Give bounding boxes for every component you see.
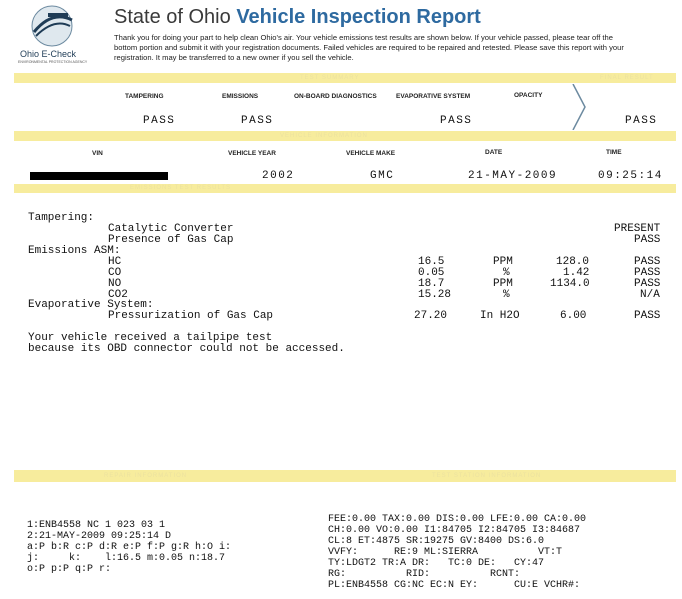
logo-brand: Ohio E-Check: [20, 49, 77, 59]
logo-swoosh-icon: [18, 4, 86, 48]
result-arrow-icon: [571, 84, 587, 130]
final-result: PASS: [625, 115, 658, 127]
page-title: [114, 6, 481, 29]
row-result: PASS: [634, 256, 661, 268]
row-unit: %: [503, 289, 510, 301]
row-unit: PPM: [493, 278, 513, 290]
title-prefix: State of Ohio: [114, 6, 231, 28]
vehicle-band-label: VEHICLE INFORMATION: [280, 133, 368, 139]
header-emissions: EMISSIONS: [222, 93, 259, 100]
header-time: TIME: [606, 149, 622, 156]
ohio-echeck-logo: [18, 4, 86, 66]
footer-right-line: FEE:0.00 TAX:0.00 DIS:0.00 LFE:0.00 CA:0.00: [328, 514, 587, 525]
row-result: PASS: [634, 278, 661, 290]
row-unit: In H2O: [480, 310, 520, 322]
row-name: HC: [108, 256, 122, 268]
footer-right-line: CL:8 ET:4875 SR:19275 GV:8400 DS:6.0: [328, 536, 545, 547]
row-value: 0.05: [418, 267, 445, 279]
test-date: 21-MAY-2009: [468, 170, 558, 182]
header-tampering: TAMPERING: [125, 93, 164, 100]
header-date: DATE: [485, 149, 503, 156]
vin-redaction: [30, 172, 168, 180]
footer-right-line: RG: RID: RCNT:: [328, 569, 521, 580]
row-value: 16.5: [418, 256, 445, 268]
evap-result: PASS: [440, 115, 473, 127]
footer-right-line: PL:ENB4558 CG:NC EC:N EY: CU:E VCHR#:: [328, 580, 581, 591]
header-opacity: OPACITY: [514, 92, 543, 99]
title-main: Vehicle Inspection Report: [236, 6, 481, 28]
row-limit: 6.00: [560, 310, 587, 322]
footer-right-line: VVFY: RE:9 ML:SIERRA VT:T: [328, 547, 563, 558]
test-time: 09:25:14: [598, 170, 663, 182]
note-line-2: because its OBD connector could not be accessed.: [28, 343, 345, 355]
row-value: 15.28: [418, 289, 452, 301]
evap-label: Evaporative System:: [28, 299, 154, 311]
header-make: VEHICLE MAKE: [346, 150, 396, 157]
intro-text: Thank you for doing your part to help clean Ohio's air. Your vehicle emissions test results are shown below. If your vehicle passed, please tear off the bottom portion and submit it with your registration documents. Failed vehicles are required to be repaired and retested. Please save this report with your registration. It may be transferred to a new owner if you sell the vehicle.: [114, 33, 624, 62]
row-value: 18.7: [418, 278, 445, 290]
header-vin: VIN: [92, 150, 103, 157]
row-limit: 1.42: [563, 267, 590, 279]
tampering-label: Tampering:: [28, 212, 95, 224]
footer-left-line: a:P b:R c:P d:R e:P f:P g:R h:O i:: [27, 542, 232, 553]
header-year: VEHICLE YEAR: [228, 150, 276, 157]
row-value: 27.20: [414, 310, 448, 322]
details-band-label: EMISSIONS TEST RESULTS: [130, 185, 232, 191]
footer-left-line: 1:ENB4558 NC 1 023 03 1: [27, 520, 166, 531]
tampering-result: PASS: [143, 115, 176, 127]
footer-left-line: o:P p:P q:P r:: [27, 564, 112, 575]
row-result: PASS: [634, 310, 661, 322]
note-line-1: Your vehicle received a tailpipe test: [28, 332, 273, 344]
footer-right-line: CH:0.00 VO:0.00 I1:84705 I2:84705 I3:84687: [328, 525, 581, 536]
vehicle-make: GMC: [370, 170, 395, 182]
footer-right-line: TY:LDGT2 TR:A DR: TC:0 DE: CY:47: [328, 558, 545, 569]
row-name: CO: [108, 267, 122, 279]
catalytic-label: Catalytic Converter: [108, 223, 234, 235]
row-result: N/A: [640, 289, 660, 301]
row-unit: PPM: [493, 256, 513, 268]
emissions-result: PASS: [241, 115, 274, 127]
logo-tagline: ENVIRONMENTAL PROTECTION AGENCY: [18, 60, 88, 64]
row-limit: 128.0: [556, 256, 590, 268]
repair-band-label: REPAIR INFORMATION: [104, 473, 188, 479]
row-unit: %: [503, 267, 510, 279]
row-name: Pressurization of Gas Cap: [108, 310, 274, 322]
row-result: PASS: [634, 267, 661, 279]
station-band-label: TEST STATION INFORMATION: [432, 473, 542, 479]
vehicle-year: 2002: [262, 170, 295, 182]
emissions-label: Emissions ASM:: [28, 245, 121, 257]
row-limit: 1134.0: [550, 278, 590, 290]
gas-cap-result: PASS: [634, 234, 661, 246]
summary-band-label: TEST SUMMARY: [300, 75, 360, 81]
row-name: NO: [108, 278, 122, 290]
details-band: [14, 184, 676, 193]
result-band-label: FINAL RESULT: [600, 75, 654, 81]
gas-cap-label: Presence of Gas Cap: [108, 234, 234, 246]
header-obd: ON-BOARD DIAGNOSTICS: [294, 93, 377, 100]
row-name: CO2: [108, 289, 128, 301]
header-evap: EVAPORATIVE SYSTEM: [396, 93, 471, 100]
footer-left-line: 2:21-MAY-2009 09:25:14 D: [27, 531, 172, 542]
footer-left-line: j: k: l:16.5 m:0.05 n:18.7: [27, 553, 226, 564]
present-result: PRESENT: [614, 223, 661, 235]
